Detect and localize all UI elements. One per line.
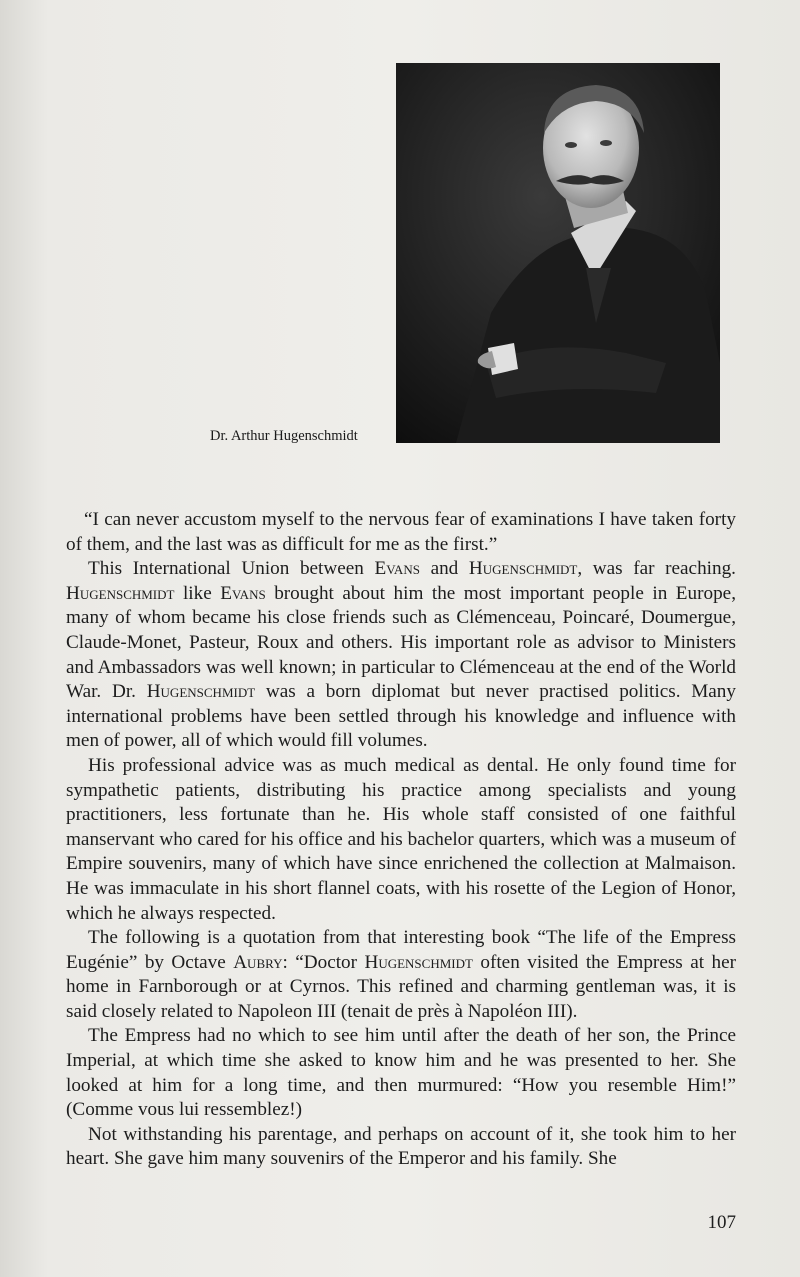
name-smallcaps: Hugenschmidt <box>146 681 256 703</box>
text-run: and <box>419 558 469 580</box>
paragraph <box>66 754 736 926</box>
name-smallcaps: Hugenschmidt <box>468 558 578 580</box>
body-text <box>66 508 736 1172</box>
paragraph <box>66 557 736 754</box>
name-smallcaps: Aubry <box>233 951 283 973</box>
page-number: 107 <box>707 1212 736 1233</box>
text-run: Not withstanding his parentage, and perhaps on account of it, she took him to her heart. She gave him many souvenirs of the Emperor and his family. She <box>66 1123 736 1170</box>
text-run: often visited the Empress at her home in Farnborough or at Cyrnos. This refined and charming gentleman was, it is said closely related to Napoleon III (tenait de près à Napoléon III). <box>66 951 736 1022</box>
text-run: The following is a quotation from that interesting book “The life of the Empress Eugénie” by Octave <box>66 927 736 973</box>
text-run: This International Union between <box>88 558 375 580</box>
text-run: “I can never accustom myself to the nervous fear of examinations I have taken forty of them, and the last was as difficult for me as the first.” <box>66 509 736 555</box>
name-smallcaps: Evans <box>374 558 420 580</box>
text-run: like <box>174 582 221 604</box>
text-run: was a born diplomat but never practised politics. Many international problems have been settled through his knowledge and influence with men of power, all of which would fill volumes. <box>66 681 736 752</box>
show-through-text <box>62 60 392 430</box>
name-smallcaps: Hugenschmidt <box>364 951 473 973</box>
text-run: The Empress had no which to see him until after the death of her son, the Prince Imperial, at which time she asked to know him and he was presented to her. She looked at him for a long time, and then murmured: “How you resemble Him!” (Comme vous lui ressemblez!) <box>66 1025 736 1121</box>
paragraph <box>66 508 736 557</box>
text-run: brought about him the most important people in Europe, many of whom became his close friends such as Clémenceau, Poincaré, Doumergue, Claude-Monet, Pasteur, Roux and others. His important role as advisor to Ministers and Ambassadors was well known; in particular to Clémenceau at the end of the World War. Dr. <box>66 582 736 703</box>
paragraph <box>66 926 736 1024</box>
portrait-image <box>396 63 720 443</box>
photo-caption: Dr. Arthur Hugenschmidt <box>210 428 358 444</box>
text-run: , was far reaching. <box>577 558 736 580</box>
text-run: His professional advice was as much medical as dental. He only found time for sympathetic patients, distributing his practice among specialists and young practitioners, less fortunate than he. His whole staff consisted of one faithful manservant who cared for his office and his bachelor quarters, which was a museum of Empire souvenirs, many of which have since enrichened the collection at Malmaison. He was immaculate in his short flannel coats, with his rosette of the Legion of Honor, which he always respected. <box>66 754 736 924</box>
paragraph <box>66 1024 736 1122</box>
paragraph <box>66 1123 736 1172</box>
text-run: : “Doctor <box>282 951 365 973</box>
name-smallcaps: Evans <box>220 582 266 604</box>
portrait-photo <box>396 63 720 443</box>
name-smallcaps: Hugenschmidt <box>66 582 175 604</box>
